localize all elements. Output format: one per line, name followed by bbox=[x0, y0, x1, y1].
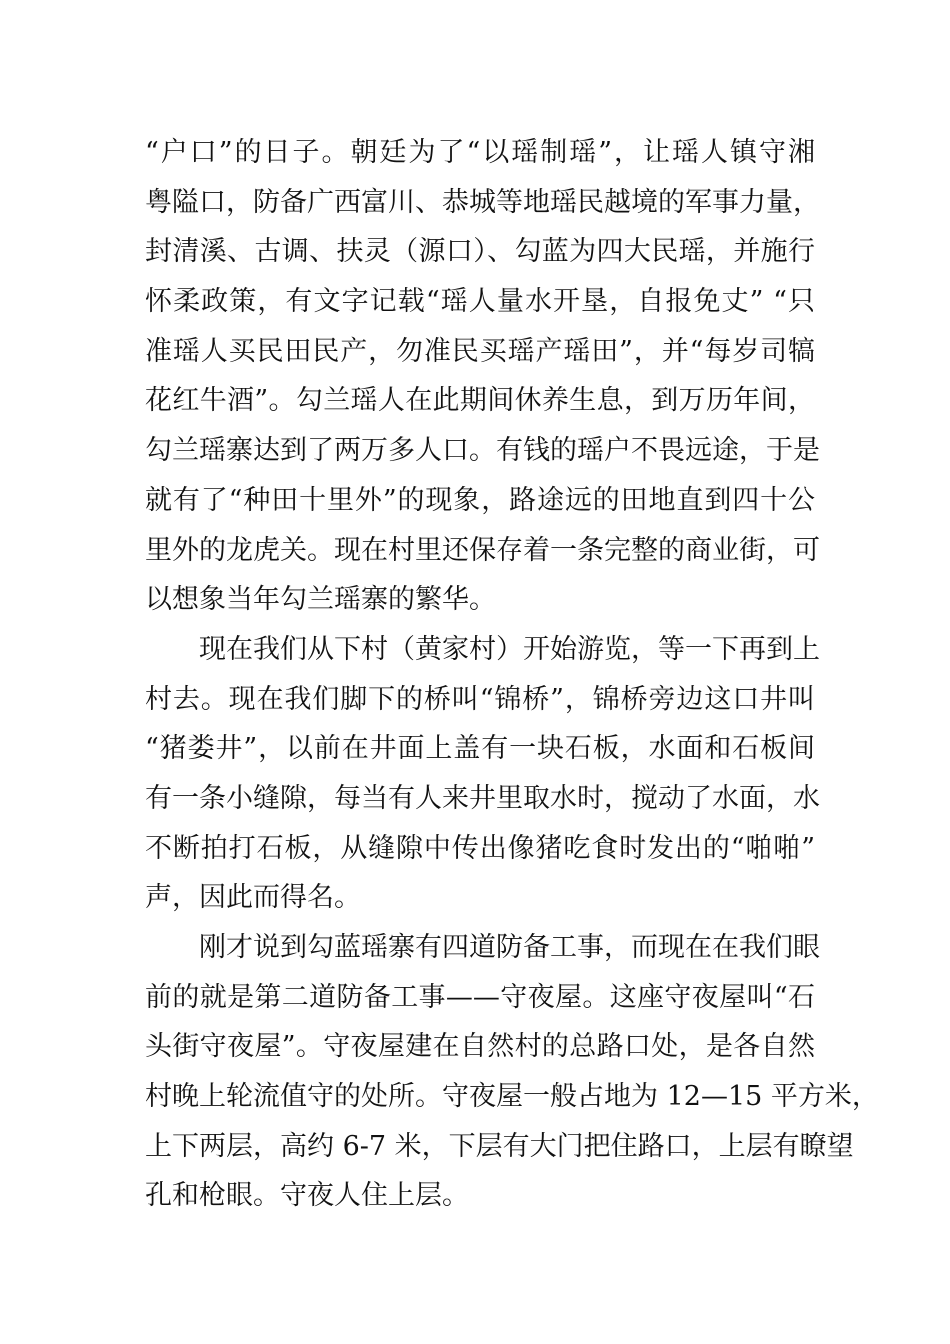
paragraph-line: 头街守夜屋”。守夜屋建在自然村的总路口处，是各自然 bbox=[145, 1031, 815, 1063]
paragraph-line: 前的就是第二道防备工事——守夜屋。这座守夜屋叫“石 bbox=[145, 981, 815, 1013]
paragraph-line: 村晚上轮流值守的处所。守夜屋一般占地为 12—15 平方米， bbox=[145, 1081, 879, 1113]
paragraph-line: 怀柔政策，有文字记载“瑶人量水开垦，自报免丈” “只 bbox=[145, 286, 815, 318]
paragraph-1 bbox=[145, 128, 820, 625]
paragraph-line: 刚才说到勾蓝瑶寨有四道防备工事，而现在在我们眼 bbox=[199, 932, 820, 963]
paragraph-line: 花红牛酒”。勾兰瑶人在此期间休养生息，到万历年间， bbox=[145, 385, 815, 417]
paragraph-line: 封清溪、古调、扶灵（源口）、勾蓝为四大民瑶，并施行 bbox=[145, 236, 815, 268]
paragraph-line: 里外的龙虎关。现在村里还保存着一条完整的商业街，可 bbox=[145, 534, 820, 566]
paragraph-line: 声，因此而得名。 bbox=[145, 882, 361, 914]
paragraph-line: “猪娄井”，以前在井面上盖有一块石板，水面和石板间 bbox=[145, 733, 815, 765]
paragraph-line: 粤隘口，防备广西富川、恭城等地瑶民越境的军事力量， bbox=[145, 186, 820, 218]
paragraph-line: 有一条小缝隙，每当有人来井里取水时，搅动了水面，水 bbox=[145, 782, 820, 814]
paragraph-line: 就有了“种田十里外”的现象，路途远的田地直到四十公 bbox=[145, 484, 815, 516]
paragraph-line: 孔和枪眼。守夜人住上层。 bbox=[145, 1180, 469, 1212]
paragraph-line: 以想象当年勾兰瑶寨的繁华。 bbox=[145, 584, 496, 616]
paragraph-line: 不断拍打石板，从缝隙中传出像猪吃食时发出的“啪啪” bbox=[145, 832, 815, 864]
paragraph-line: 勾兰瑶寨达到了两万多人口。有钱的瑶户不畏远途，于是 bbox=[145, 435, 820, 467]
paragraph-3 bbox=[145, 923, 879, 1221]
paragraph-line: 现在我们从下村（黄家村）开始游览，等一下再到上 bbox=[199, 633, 820, 665]
paragraph-line: “户口”的日子。朝廷为了“以瑶制瑶”，让瑶人镇守湘 bbox=[145, 137, 815, 168]
paragraph-line: 上下两层，高约 6-7 米，下层有大门把住路口，上层有瞭望 bbox=[145, 1130, 854, 1162]
paragraph-2 bbox=[145, 625, 820, 923]
paragraph-line: 准瑶人买民田民产，勿准民买瑶产瑶田”，并“每岁司犒 bbox=[145, 335, 815, 367]
paragraph-line: 村去。现在我们脚下的桥叫“锦桥”，锦桥旁边这口井叫 bbox=[145, 683, 815, 715]
document-body bbox=[145, 128, 879, 1221]
